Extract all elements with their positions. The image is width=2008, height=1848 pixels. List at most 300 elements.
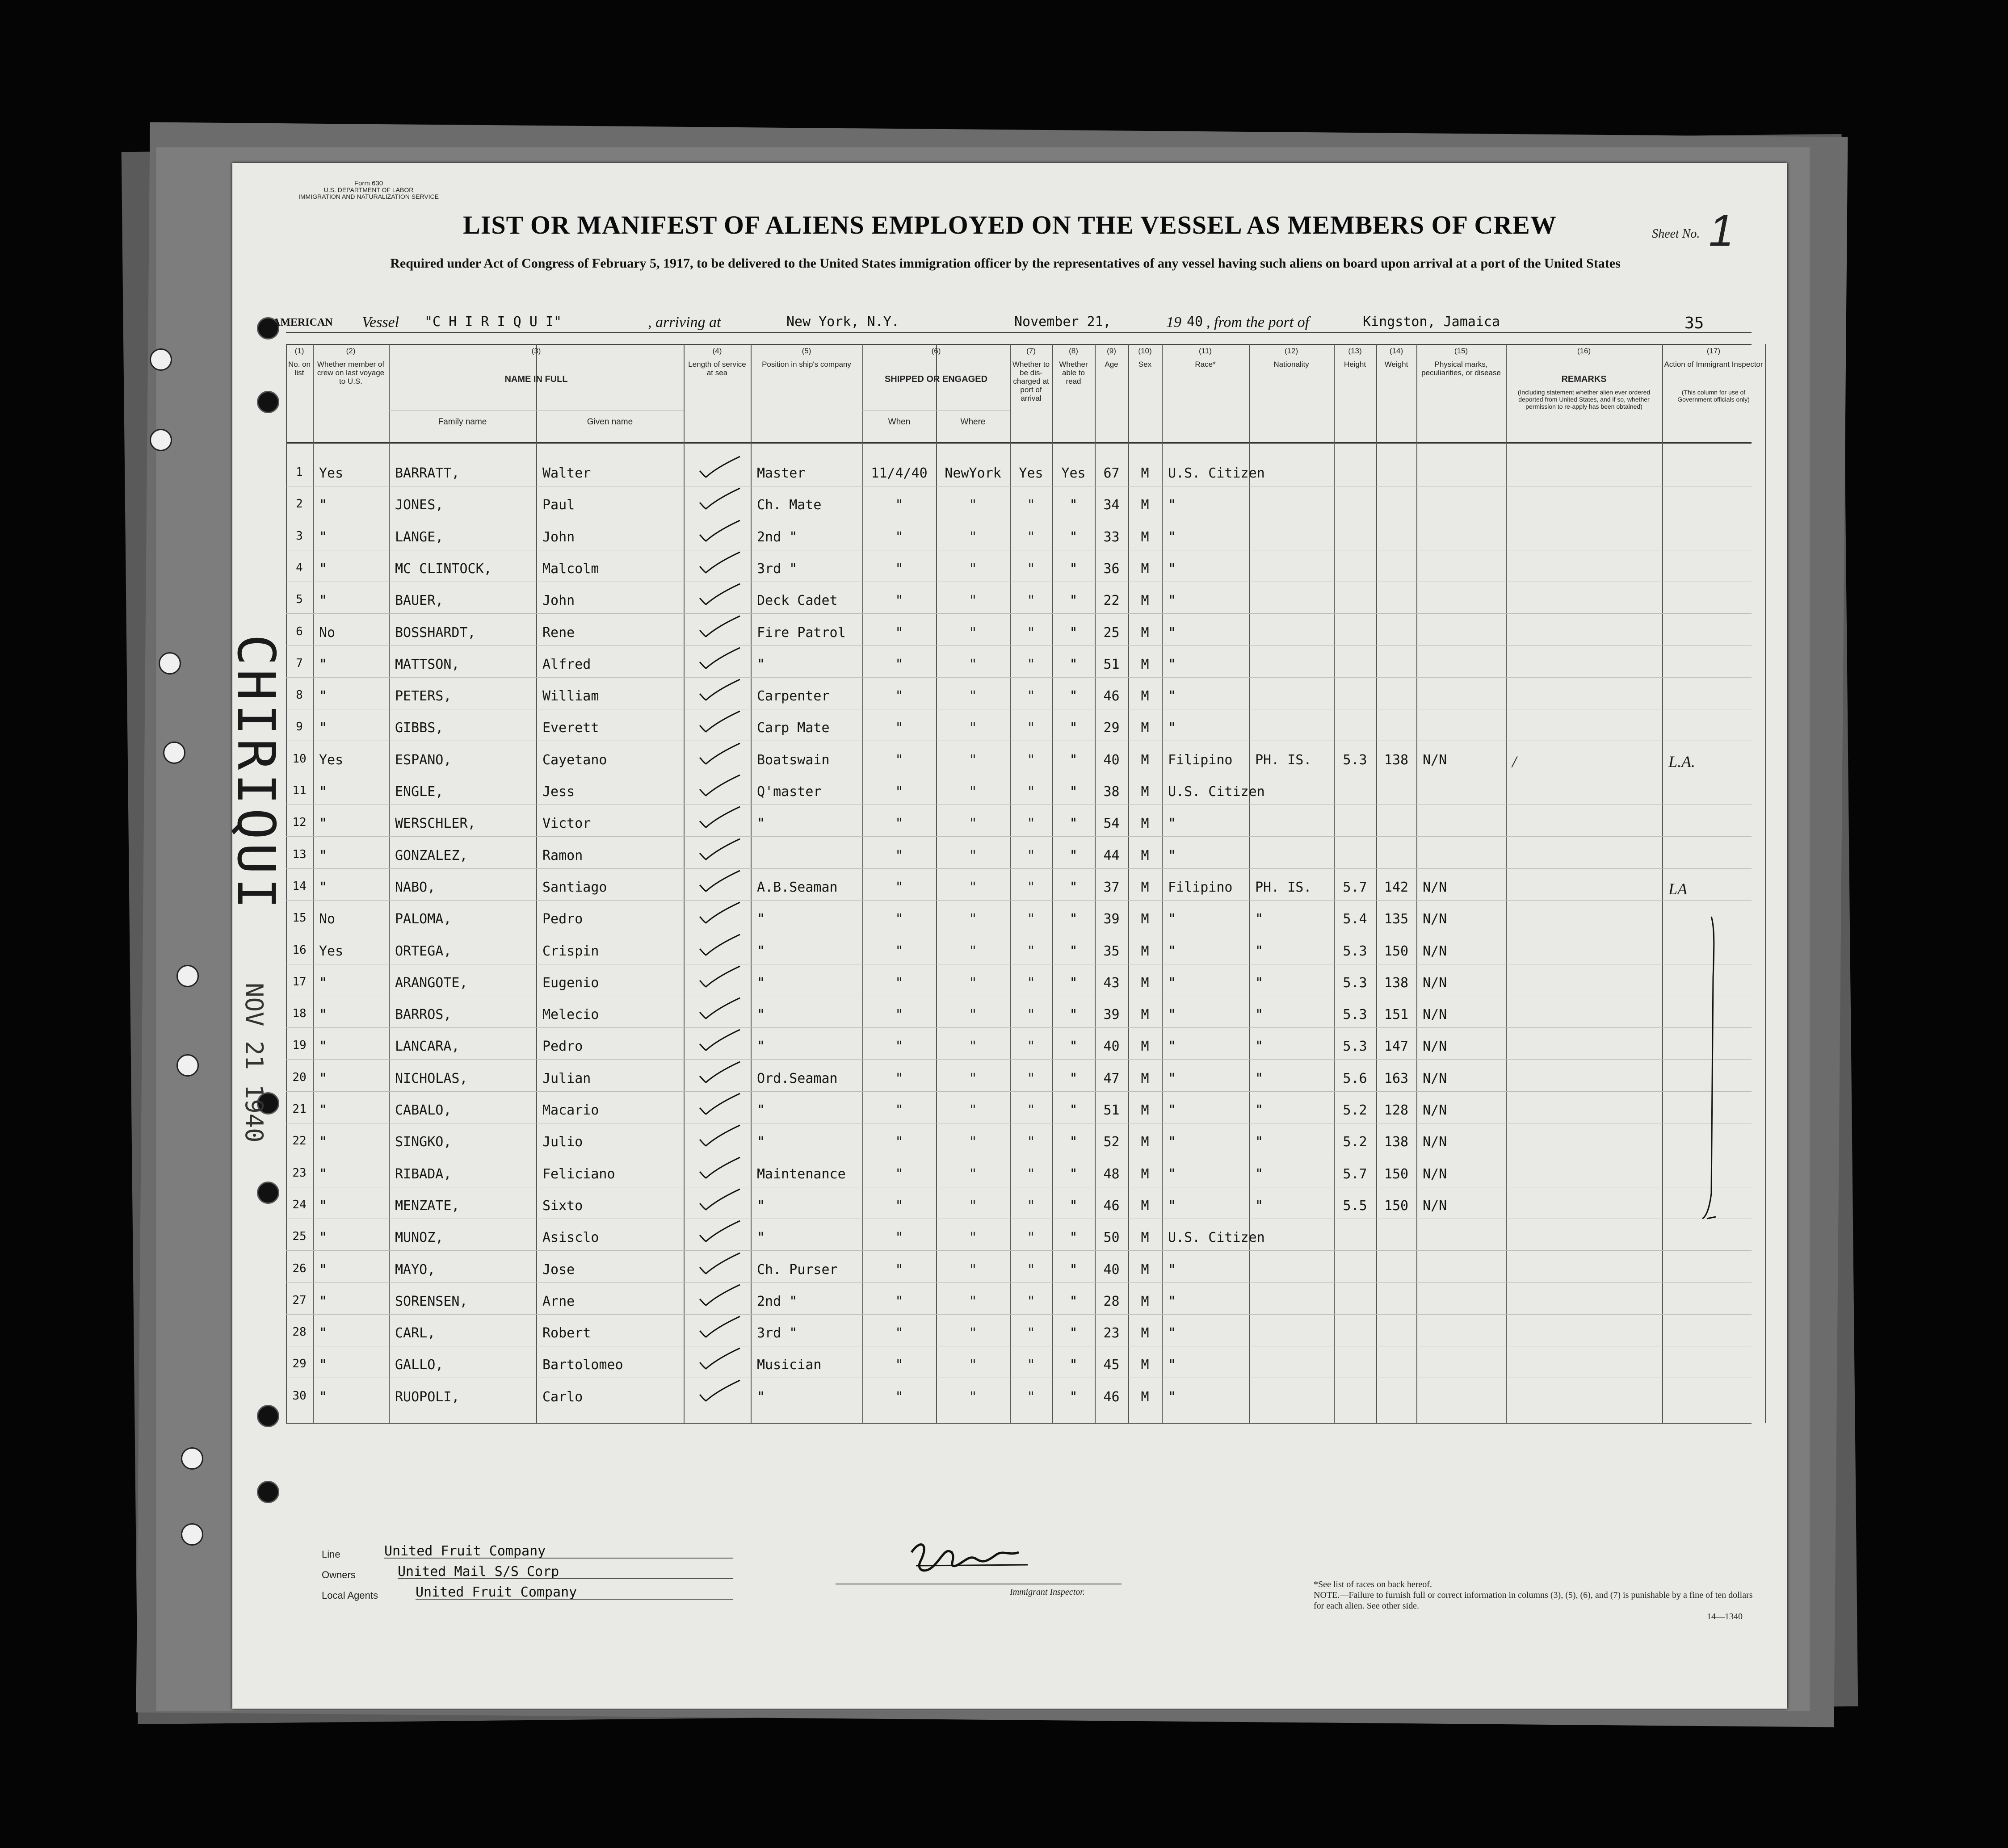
- cell-no: 19: [292, 1039, 307, 1052]
- row-rule: [286, 900, 1752, 901]
- cell-when: ": [895, 1389, 903, 1405]
- line-rule: [384, 1558, 733, 1559]
- cell-given: John: [542, 593, 575, 609]
- cell-given: Jose: [542, 1261, 575, 1278]
- cell-nat: ": [1255, 1102, 1264, 1118]
- service: IMMIGRATION AND NATURALIZATION SERVICE: [298, 193, 439, 200]
- cell-sex: M: [1141, 656, 1149, 672]
- cell-voy: ": [319, 1166, 328, 1182]
- cell-age: 50: [1103, 1230, 1120, 1246]
- cell-read: ": [1069, 1134, 1078, 1150]
- cell-age: 33: [1103, 529, 1120, 545]
- cell-when: ": [895, 975, 903, 991]
- cell-ht: 5.5: [1343, 1198, 1367, 1214]
- col-head-no: No. on list: [288, 360, 311, 377]
- column-rule: [751, 344, 752, 1423]
- agents-label: Local Agents: [322, 1590, 378, 1601]
- cell-when: ": [895, 1134, 903, 1150]
- cell-no: 29: [292, 1357, 307, 1371]
- cell-ht: 5.6: [1343, 1070, 1367, 1086]
- cell-read: ": [1069, 720, 1078, 736]
- cell-voy: No: [319, 624, 336, 641]
- cell-given: Sixto: [542, 1198, 583, 1214]
- cell-voy: ": [319, 688, 328, 704]
- cell-read: ": [1069, 1357, 1078, 1373]
- row-rule: [286, 836, 1752, 837]
- cell-given: Walter: [542, 465, 591, 481]
- col-head-action-sub: (This column for use of Government officials only): [1677, 389, 1750, 403]
- cell-family: SORENSEN,: [395, 1293, 468, 1309]
- cell-no: 11: [292, 784, 307, 797]
- cell-where: ": [969, 879, 977, 895]
- cell-dis: ": [1027, 1293, 1035, 1309]
- cell-age: 37: [1103, 879, 1120, 895]
- cell-pos: ": [757, 656, 765, 672]
- check-mark-icon: [697, 1345, 742, 1372]
- cell-no: 17: [292, 975, 307, 989]
- cell-dis: ": [1027, 1198, 1035, 1214]
- cell-read: ": [1069, 975, 1078, 991]
- cell-dis: ": [1027, 1007, 1035, 1023]
- fine-note: NOTE.—Failure to furnish full or correct information in columns (3), (5), (6), and (7) is punishable by a fine of ten dollars for each alien. See other side.: [1314, 1590, 1753, 1611]
- cell-family: MENZATE,: [395, 1198, 460, 1214]
- cell-dis: ": [1027, 1325, 1035, 1341]
- cell-where: ": [969, 1261, 977, 1278]
- cell-wt: 147: [1384, 1039, 1409, 1055]
- cell-where: ": [969, 1134, 977, 1150]
- cell-given: Santiago: [542, 879, 607, 895]
- vessel-name: "C H I R I Q U I": [424, 314, 562, 330]
- races-note: *See list of races on back hereof.: [1314, 1580, 1432, 1589]
- binder-hole: [150, 429, 172, 451]
- cell-given: Cayetano: [542, 752, 607, 768]
- cell-where: ": [969, 816, 977, 832]
- cell-where: ": [969, 720, 977, 736]
- check-mark-icon: [697, 1027, 742, 1054]
- cell-age: 51: [1103, 656, 1120, 672]
- cell-voy: ": [319, 497, 328, 513]
- departure-port: Kingston, Jamaica: [1363, 314, 1500, 330]
- cell-when: ": [895, 1261, 903, 1278]
- cell-voy: ": [319, 847, 328, 863]
- cell-no: 9: [296, 720, 303, 734]
- cell-where: NewYork: [945, 465, 1001, 481]
- cell-ht: 5.3: [1343, 1039, 1367, 1055]
- cell-race: ": [1168, 1007, 1176, 1023]
- column-rule: [536, 344, 537, 1423]
- cell-race: U.S. Citizen: [1168, 1230, 1265, 1246]
- cell-voy: Yes: [319, 752, 344, 768]
- cell-where: ": [969, 1102, 977, 1118]
- cell-where: ": [969, 497, 977, 513]
- form-header: [295, 180, 442, 200]
- check-mark-icon: [697, 741, 742, 767]
- col-head-position: Position in ship's company: [762, 360, 851, 369]
- cell-voy: ": [319, 1134, 328, 1150]
- cell-family: JONES,: [395, 497, 444, 513]
- cell-race: ": [1168, 1389, 1176, 1405]
- cell-phys: N/N: [1423, 752, 1447, 768]
- cell-dis: ": [1027, 1039, 1035, 1055]
- cell-ht: 5.2: [1343, 1102, 1367, 1118]
- col-head-remarks-sub: (Including statement whether alien ever ordered deported from United States, and if so, whether permission to re-apply has been obtained): [1517, 389, 1651, 410]
- cell-read: ": [1069, 847, 1078, 863]
- cell-read: ": [1069, 656, 1078, 672]
- cell-race: ": [1168, 720, 1176, 736]
- check-mark-icon: [697, 1378, 742, 1404]
- cell-when: ": [895, 784, 903, 800]
- cell-voy: ": [319, 1261, 328, 1278]
- binder-hole: [257, 1405, 279, 1427]
- cell-when: ": [895, 497, 903, 513]
- column-number: (5): [802, 347, 811, 355]
- cell-wt: 150: [1384, 943, 1409, 959]
- cell-family: MC CLINTOCK,: [395, 561, 492, 577]
- cell-voy: ": [319, 1198, 328, 1214]
- cell-family: ENGLE,: [395, 784, 444, 800]
- cell-wt: 138: [1384, 1134, 1409, 1150]
- column-number: (15): [1454, 347, 1468, 355]
- check-mark-icon: [697, 804, 742, 831]
- cell-race: ": [1168, 847, 1176, 863]
- cell-read: ": [1069, 593, 1078, 609]
- cell-age: 48: [1103, 1166, 1120, 1182]
- cell-race: ": [1168, 593, 1176, 609]
- cell-no: 16: [292, 943, 307, 957]
- cell-voy: ": [319, 656, 328, 672]
- cell-dis: ": [1027, 784, 1035, 800]
- cell-no: 30: [292, 1389, 307, 1403]
- column-number: (9): [1107, 347, 1116, 355]
- cell-race: ": [1168, 1039, 1176, 1055]
- cell-race: ": [1168, 975, 1176, 991]
- check-mark-icon: [697, 1282, 742, 1309]
- cell-voy: ": [319, 593, 328, 609]
- cell-race: ": [1168, 1102, 1176, 1118]
- check-mark-icon: [697, 1155, 742, 1182]
- cell-pos: Carp Mate: [757, 720, 830, 736]
- col-head-sex: Sex: [1138, 360, 1152, 369]
- column-number: (7): [1026, 347, 1036, 355]
- check-mark-icon: [697, 772, 742, 799]
- cell-no: 5: [296, 593, 303, 607]
- cell-age: 46: [1103, 688, 1120, 704]
- col-head-when: When: [888, 417, 911, 427]
- cell-when: ": [895, 1007, 903, 1023]
- cell-pos: Ch. Purser: [757, 1261, 838, 1278]
- cell-dis: ": [1027, 1134, 1035, 1150]
- cell-sex: M: [1141, 1357, 1149, 1373]
- cell-no: 26: [292, 1261, 307, 1275]
- cell-wt: 128: [1384, 1102, 1409, 1118]
- cell-no: 1: [296, 465, 303, 479]
- cell-voy: ": [319, 816, 328, 832]
- cell-given: Feliciano: [542, 1166, 615, 1182]
- cell-nat: ": [1255, 943, 1264, 959]
- table-bottom-rule: [286, 1423, 1752, 1424]
- cell-where: ": [969, 943, 977, 959]
- cell-voy: ": [319, 1389, 328, 1405]
- column-number: (13): [1348, 347, 1362, 355]
- cell-when: ": [895, 1230, 903, 1246]
- col-head-age: Age: [1105, 360, 1118, 369]
- column-rule: [1506, 344, 1507, 1423]
- cell-phys: N/N: [1423, 1070, 1447, 1086]
- cell-given: Asisclo: [542, 1230, 599, 1246]
- cell-phys: N/N: [1423, 911, 1447, 927]
- column-rule: [1249, 344, 1250, 1423]
- col-head-physical: Physical marks, peculiarities, or disease: [1421, 360, 1501, 377]
- cell-pos: ": [757, 1198, 765, 1214]
- cell-family: BARROS,: [395, 1007, 452, 1023]
- cell-dis: ": [1027, 656, 1035, 672]
- cell-read: ": [1069, 816, 1078, 832]
- col-head-where: Where: [960, 417, 986, 427]
- cell-pos: ": [757, 943, 765, 959]
- bracket-mark-icon: [1693, 915, 1729, 1220]
- cell-where: ": [969, 752, 977, 768]
- cell-family: NABO,: [395, 879, 436, 895]
- cell-pos: ": [757, 1007, 765, 1023]
- cell-family: SINGKO,: [395, 1134, 452, 1150]
- cell-no: 25: [292, 1230, 307, 1244]
- cell-age: 36: [1103, 561, 1120, 577]
- department: U.S. DEPARTMENT OF LABOR: [323, 186, 414, 193]
- cell-phys: N/N: [1423, 879, 1447, 895]
- cell-family: BAUER,: [395, 593, 444, 609]
- cell-sex: M: [1141, 1261, 1149, 1278]
- cell-act: L.A.: [1668, 752, 1696, 771]
- cell-given: Everett: [542, 720, 599, 736]
- cell-sex: M: [1141, 816, 1149, 832]
- cell-when: ": [895, 656, 903, 672]
- cell-read: ": [1069, 911, 1078, 927]
- owners-label: Owners: [322, 1569, 356, 1580]
- cell-pos: Master: [757, 465, 806, 481]
- cell-sex: M: [1141, 1102, 1149, 1118]
- cell-when: ": [895, 1166, 903, 1182]
- cell-pos: ": [757, 1230, 765, 1246]
- col-head-voyage: Whether member of crew on last voyage to U.S.: [317, 360, 385, 386]
- cell-sex: M: [1141, 465, 1149, 481]
- cell-wt: 142: [1384, 879, 1409, 895]
- col-head-action: Action of Immigrant Inspector: [1664, 360, 1763, 369]
- column-number: (6): [931, 347, 941, 355]
- row-rule: [286, 613, 1752, 614]
- cell-age: 46: [1103, 1389, 1120, 1405]
- shipped-sub-rule: [862, 410, 1010, 411]
- cell-when: ": [895, 816, 903, 832]
- col-head-length: Length of service at sea: [688, 360, 746, 377]
- column-number: (16): [1577, 347, 1591, 355]
- binder-hole: [257, 391, 279, 413]
- cell-no: 14: [292, 879, 307, 893]
- cell-age: 38: [1103, 784, 1120, 800]
- cell-family: WERSCHLER,: [395, 816, 476, 832]
- arrival-port: New York, N.Y.: [786, 314, 899, 330]
- page-title: LIST OR MANIFEST OF ALIENS EMPLOYED ON THE VESSEL AS MEMBERS OF CREW: [463, 210, 1557, 239]
- cell-ht: 5.7: [1343, 879, 1367, 895]
- alien-count: 35: [1685, 314, 1704, 332]
- cell-where: ": [969, 1166, 977, 1182]
- cell-dis: ": [1027, 752, 1035, 768]
- cell-dis: Yes: [1019, 465, 1043, 481]
- cell-given: William: [542, 688, 599, 704]
- cell-age: 46: [1103, 1198, 1120, 1214]
- cell-voy: ": [319, 1230, 328, 1246]
- cell-sex: M: [1141, 975, 1149, 991]
- cell-when: ": [895, 1198, 903, 1214]
- cell-where: ": [969, 1007, 977, 1023]
- cell-dis: ": [1027, 1070, 1035, 1086]
- cell-pos: Deck Cadet: [757, 593, 838, 609]
- binder-hole: [176, 1054, 199, 1077]
- cell-read: ": [1069, 1261, 1078, 1278]
- cell-read: ": [1069, 943, 1078, 959]
- cell-voy: ": [319, 1039, 328, 1055]
- cell-nat: ": [1255, 1039, 1264, 1055]
- cell-pos: Fire Patrol: [757, 624, 846, 641]
- cell-family: GONZALEZ,: [395, 847, 468, 863]
- cell-no: 18: [292, 1007, 307, 1021]
- cell-given: Bartolomeo: [542, 1357, 623, 1373]
- col-head-shipped: SHIPPED OR ENGAGED: [884, 374, 988, 384]
- cell-age: 43: [1103, 975, 1120, 991]
- cell-sex: M: [1141, 1230, 1149, 1246]
- cell-given: Arne: [542, 1293, 575, 1309]
- cell-race: ": [1168, 1325, 1176, 1341]
- row-rule: [286, 1059, 1752, 1060]
- cell-where: ": [969, 1070, 977, 1086]
- cell-race: ": [1168, 529, 1176, 545]
- cell-sex: M: [1141, 1198, 1149, 1214]
- cell-race: ": [1168, 1293, 1176, 1309]
- cell-race: ": [1168, 816, 1176, 832]
- cell-given: Robert: [542, 1325, 591, 1341]
- cell-sex: M: [1141, 529, 1149, 545]
- cell-when: ": [895, 624, 903, 641]
- cell-voy: ": [319, 1325, 328, 1341]
- cell-pos: Musician: [757, 1357, 822, 1373]
- binder-hole: [257, 1481, 279, 1503]
- cell-where: ": [969, 1039, 977, 1055]
- cell-sex: M: [1141, 1325, 1149, 1341]
- cell-race: ": [1168, 497, 1176, 513]
- cell-age: 39: [1103, 911, 1120, 927]
- cell-voy: ": [319, 1070, 328, 1086]
- cell-voy: Yes: [319, 943, 344, 959]
- row-rule: [286, 677, 1752, 678]
- cell-nat: PH. IS.: [1255, 752, 1312, 768]
- cell-where: ": [969, 1293, 977, 1309]
- cell-age: 44: [1103, 847, 1120, 863]
- cell-when: ": [895, 943, 903, 959]
- cell-age: 25: [1103, 624, 1120, 641]
- cell-pos: ": [757, 1102, 765, 1118]
- cell-when: ": [895, 1293, 903, 1309]
- cell-given: Eugenio: [542, 975, 599, 991]
- cell-read: ": [1069, 1325, 1078, 1341]
- cell-pos: A.B.Seaman: [757, 879, 838, 895]
- cell-race: U.S. Citizen: [1168, 465, 1265, 481]
- cell-ht: 5.3: [1343, 1007, 1367, 1023]
- cell-given: Malcolm: [542, 561, 599, 577]
- cell-phys: N/N: [1423, 1198, 1447, 1214]
- column-number: (2): [346, 347, 356, 355]
- cell-pos: 2nd ": [757, 1293, 798, 1309]
- cell-race: ": [1168, 1261, 1176, 1278]
- column-number: (8): [1069, 347, 1078, 355]
- cell-pos: Ord.Seaman: [757, 1070, 838, 1086]
- cell-when: ": [895, 1070, 903, 1086]
- cell-phys: N/N: [1423, 1039, 1447, 1055]
- cell-ht: 5.3: [1343, 752, 1367, 768]
- cell-given: Julio: [542, 1134, 583, 1150]
- name-sub-rule: [389, 410, 684, 411]
- cell-pos: Ch. Mate: [757, 497, 822, 513]
- cell-dis: ": [1027, 561, 1035, 577]
- cell-read: ": [1069, 879, 1078, 895]
- check-mark-icon: [697, 836, 742, 863]
- cell-age: 47: [1103, 1070, 1120, 1086]
- cell-given: Rene: [542, 624, 575, 641]
- cell-dis: ": [1027, 816, 1035, 832]
- cell-given: Melecio: [542, 1007, 599, 1023]
- check-mark-icon: [697, 549, 742, 576]
- cell-family: LANCARA,: [395, 1039, 460, 1055]
- cell-family: RIBADA,: [395, 1166, 452, 1182]
- cell-wt: 151: [1384, 1007, 1409, 1023]
- check-mark-icon: [697, 581, 742, 608]
- cell-wt: 150: [1384, 1198, 1409, 1214]
- cell-pos: 3rd ": [757, 561, 798, 577]
- cell-age: 28: [1103, 1293, 1120, 1309]
- cell-dis: ": [1027, 1389, 1035, 1405]
- cell-read: ": [1069, 1039, 1078, 1055]
- cell-where: ": [969, 1198, 977, 1214]
- cell-read: ": [1069, 1389, 1078, 1405]
- cell-race: ": [1168, 1070, 1176, 1086]
- check-mark-icon: [697, 677, 742, 704]
- column-rule: [1765, 344, 1766, 1423]
- cell-dis: ": [1027, 1230, 1035, 1246]
- cell-when: ": [895, 752, 903, 768]
- cell-family: CABALO,: [395, 1102, 452, 1118]
- cell-voy: ": [319, 529, 328, 545]
- cell-voy: No: [319, 911, 336, 927]
- cell-voy: ": [319, 784, 328, 800]
- col-head-read: Whether able to read: [1059, 360, 1088, 386]
- cell-age: 40: [1103, 1261, 1120, 1278]
- cell-phys: N/N: [1423, 1166, 1447, 1182]
- cell-age: 54: [1103, 816, 1120, 832]
- cell-race: ": [1168, 911, 1176, 927]
- cell-where: ": [969, 656, 977, 672]
- line-label: Line: [322, 1549, 340, 1560]
- cell-when: ": [895, 879, 903, 895]
- cell-where: ": [969, 975, 977, 991]
- col-head-weight: Weight: [1384, 360, 1408, 369]
- cell-ht: 5.3: [1343, 975, 1367, 991]
- cell-sex: M: [1141, 752, 1149, 768]
- cell-race: ": [1168, 1357, 1176, 1373]
- cell-sex: M: [1141, 624, 1149, 641]
- cell-given: Jess: [542, 784, 575, 800]
- cell-no: 27: [292, 1293, 307, 1307]
- cell-where: ": [969, 561, 977, 577]
- cell-no: 20: [292, 1070, 307, 1084]
- check-mark-icon: [697, 1314, 742, 1341]
